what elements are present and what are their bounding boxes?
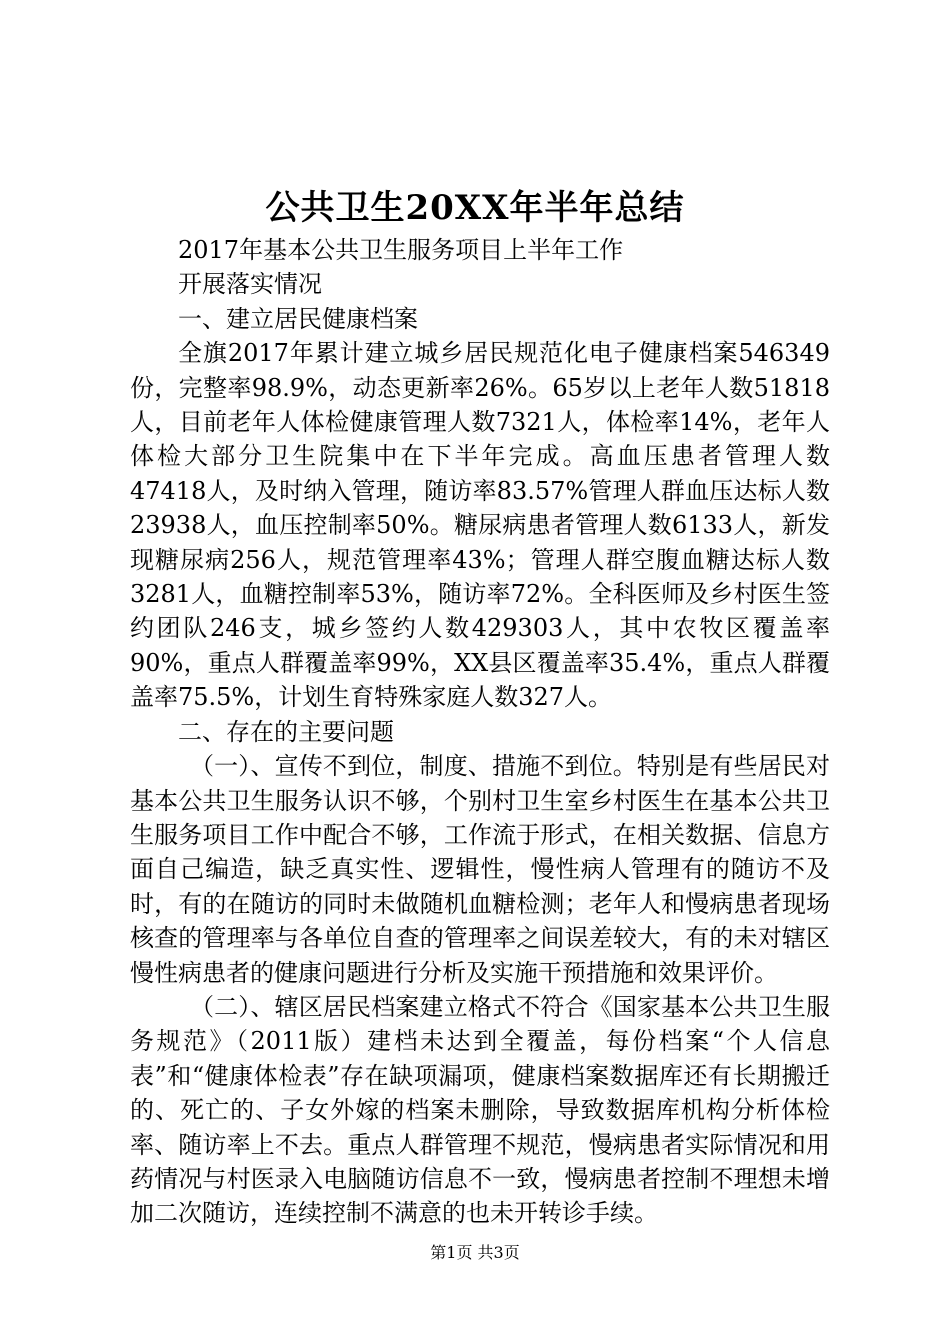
document-body (130, 233, 830, 1231)
paragraph-issue-2: （二）、辖区居民档案建立格式不符合《国家基本公共卫生服务规范》（2011版）建档未达到全覆盖，每份档案“个人信息表”和“健康体检表”存在缺项漏项，健康档案数据库还有长期搬迁的、死亡的、子女外嫁的档案未删除，导致数据库机构分析体检率、随访率上不去。重点人群管理不规范，慢病患者实际情况和用药情况与村医录入电脑随访信息不一致，慢病患者控制不理想未增加二次随访，连续控制不满意的也未开转诊手续。 (130, 992, 830, 1228)
subtitle-line-1: 2017年基本公共卫生服务项目上半年工作 (178, 236, 624, 264)
section-heading-1: 一、建立居民健康档案 (178, 304, 418, 333)
subtitle-line-2: 开展落实情况 (178, 270, 322, 299)
section-heading-2: 二、存在的主要问题 (178, 717, 394, 746)
paragraph-health-records: 全旗2017年累计建立城乡居民规范化电子健康档案546349份，完整率98.9%，动态更新率26%。65岁以上老年人数51818人，目前老年人体检健康管理人数7321人，体检率14%，老年人体检大部分卫生院集中在下半年完成。高血压患者管理人数47418人，及时纳入管理，随访率83.57%管理人群血压达标人数23938人，血压控制率50%。糖尿病患者管理人数6133人，新发现糖尿病256人，规范管理率43%；管理人群空腹血糖达标人数3281人，血糖控制率53%，随访率72%。全科医师及乡村医生签约团队246支，城乡签约人数429303人，其中农牧区覆盖率90%，重点人群覆盖率99%，XX县区覆盖率35.4%，重点人群覆盖率75.5%，计划生育特殊家庭人数327人。 (130, 339, 830, 712)
paragraph-issue-1: （一）、宣传不到位，制度、措施不到位。特别是有些居民对基本公共卫生服务认识不够，个别村卫生室乡村医生在基本公共卫生服务项目工作中配合不够，工作流于形式，在相关数据、信息方面自己编造，缺乏真实性、逻辑性，慢性病人管理有的随访不及时，有的在随访的同时未做随机血糖检测；老年人和慢病患者现场核查的管理率与各单位自查的管理率之间误差较大，有的未对辖区慢性病患者的健康问题进行分析及实施干预措施和效果评价。 (130, 752, 830, 987)
page-number: 第1页 共3页 (430, 1243, 520, 1262)
document-title: 公共卫生20XX年半年总结 (265, 188, 685, 228)
